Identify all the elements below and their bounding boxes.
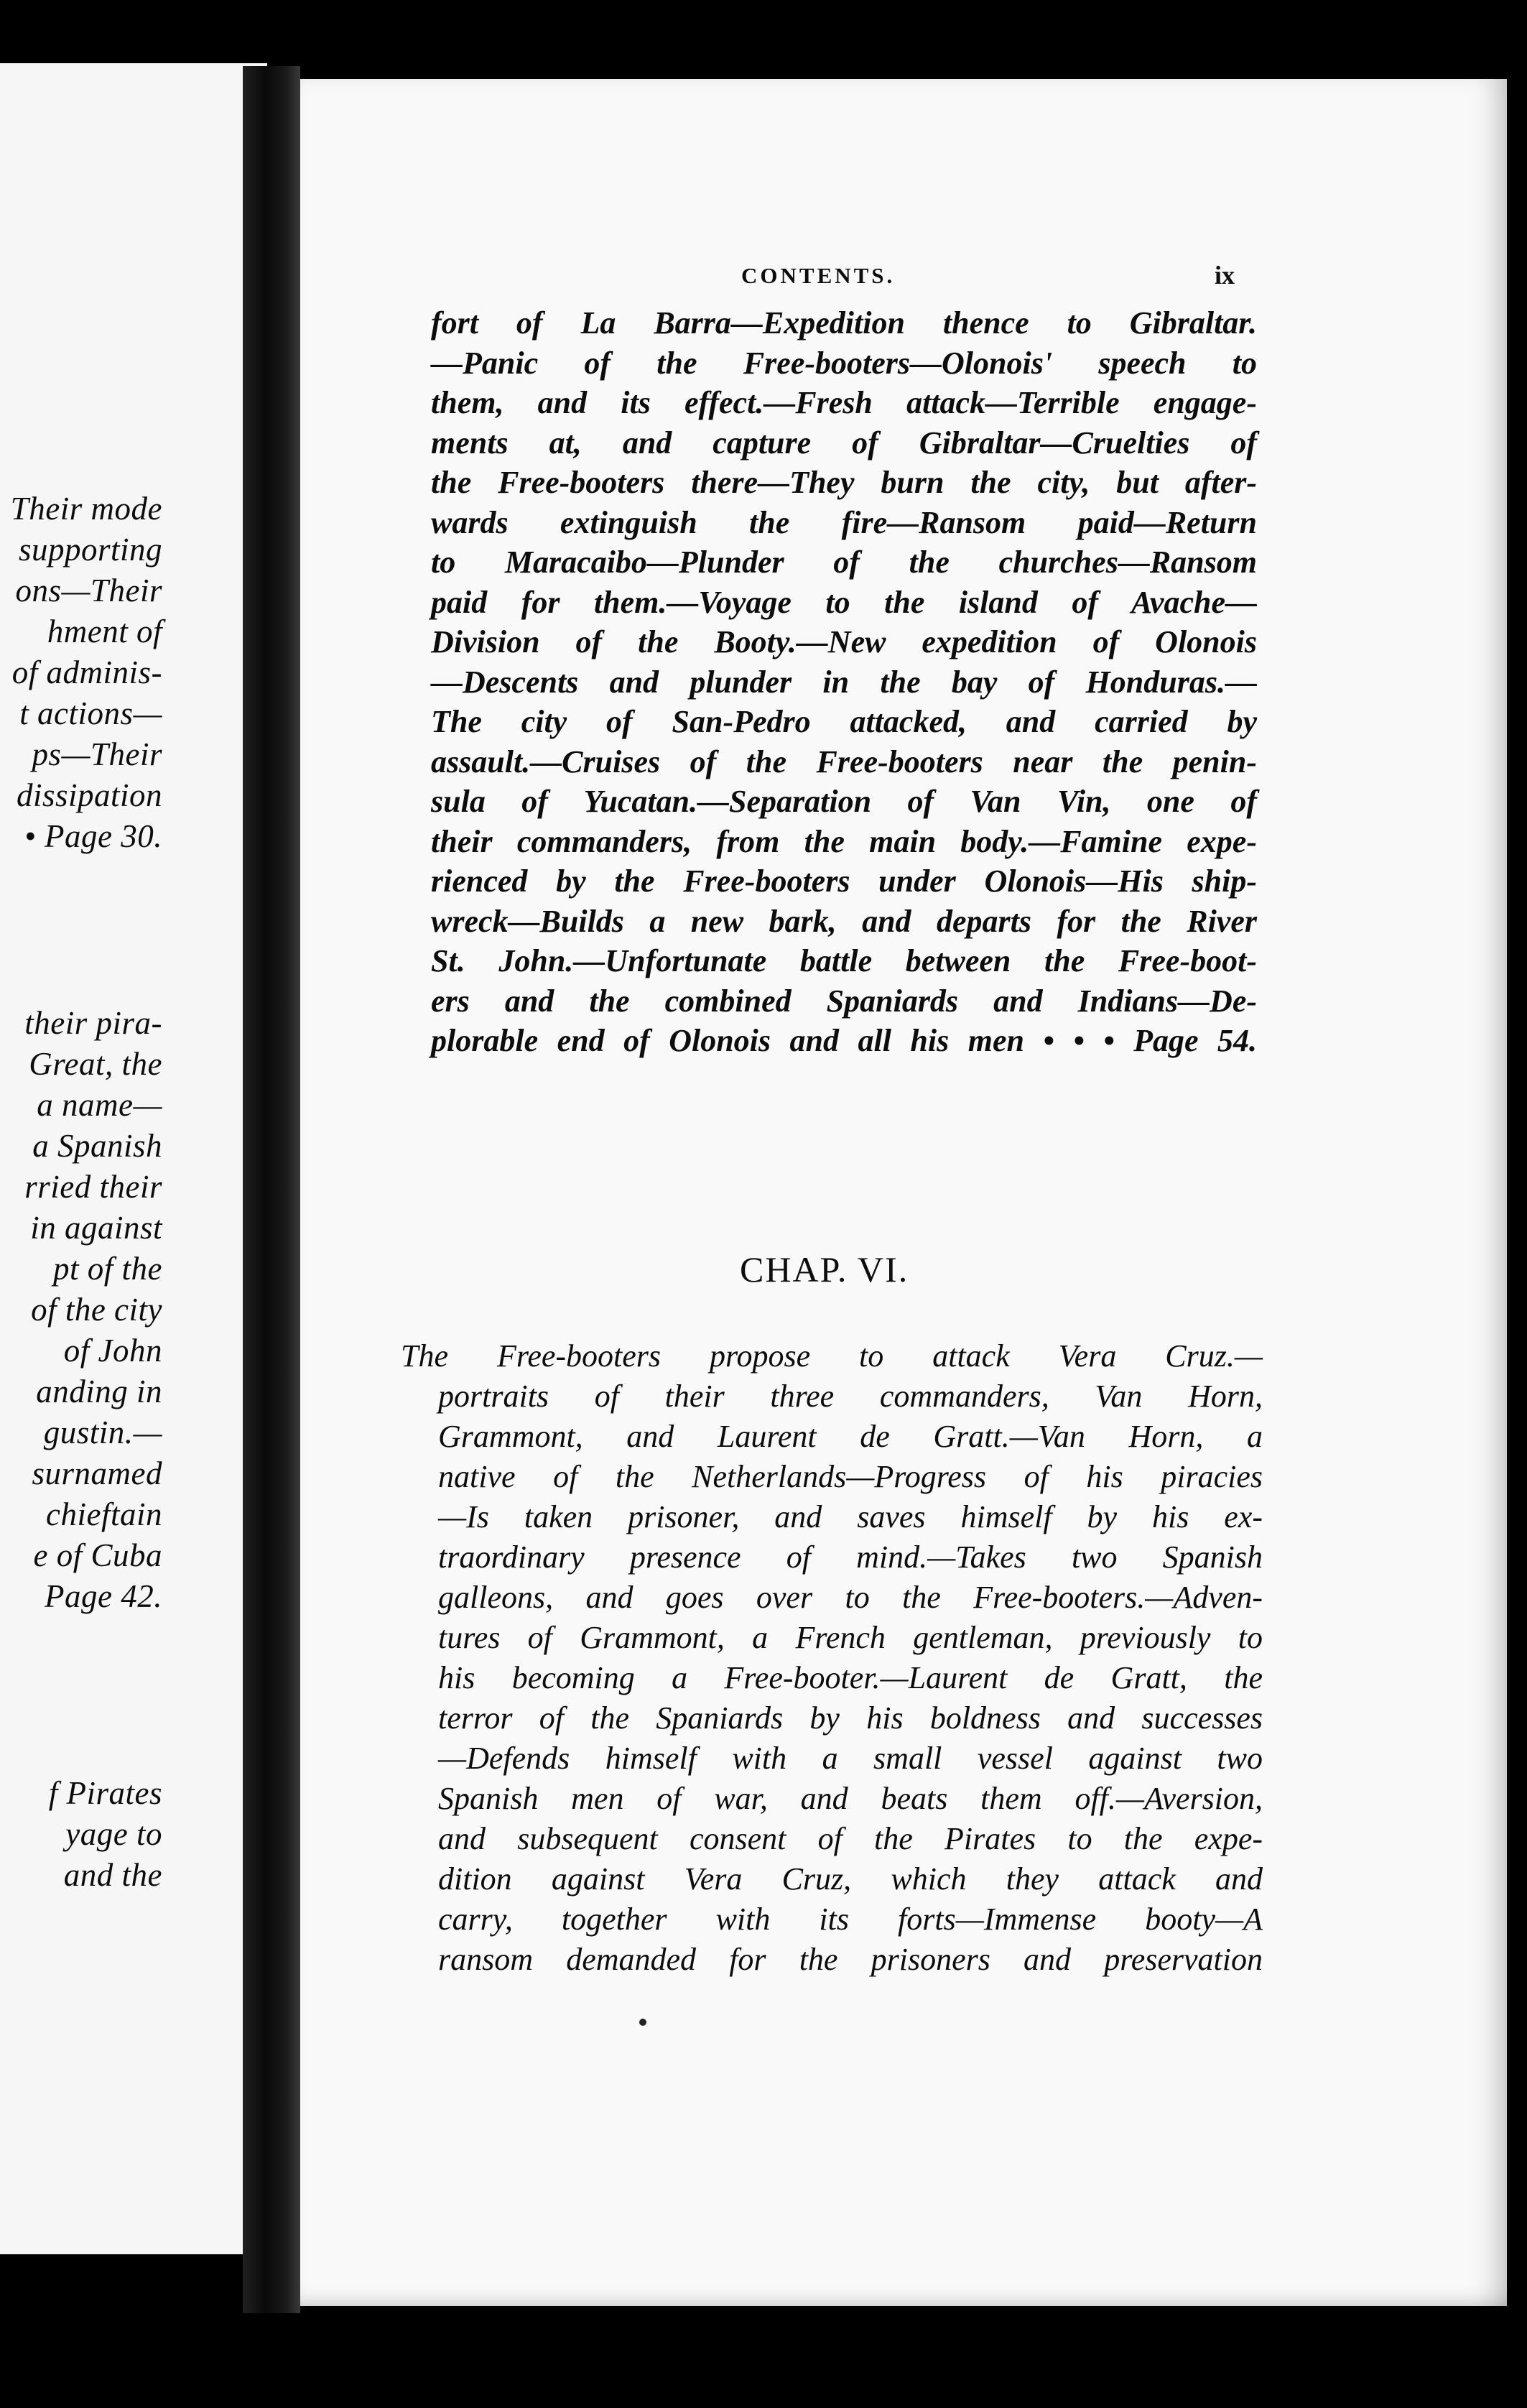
text-line: St. John.—Unfortunate battle between the Free-boot- (431, 943, 1257, 978)
text-line: his becoming a Free-booter.—Laurent de Gratt, the (438, 1660, 1263, 1695)
text-line: to Maracaibo—Plunder of the churches—Ransom (431, 545, 1257, 580)
book-gutter (243, 66, 300, 2313)
left-fragment-line: of adminis- (11, 654, 162, 690)
text-line: wreck—Builds a new bark, and departs for the River (431, 903, 1257, 939)
text-line: sula of Yucatan.—Separation of Van Vin, one of (431, 784, 1257, 819)
text-line: —Panic of the Free-booters—Olonois' speech to (431, 345, 1257, 381)
chapter-summary-paragraph (401, 1336, 1263, 1980)
left-fragment-line: pt of the (53, 1251, 162, 1287)
text-line: —Descents and plunder in the bay of Honduras.— (431, 664, 1257, 700)
text-line: galleons, and goes over to the Free-booters.—Adven- (438, 1580, 1263, 1615)
left-fragment-line: and the (63, 1857, 162, 1893)
text-line: The city of San-Pedro attacked, and carried by (431, 704, 1257, 739)
left-fragment-line: e of Cuba (33, 1537, 162, 1573)
left-page-block-b (24, 1003, 162, 1617)
left-fragment-line: t actions— (19, 695, 162, 731)
text-line: Grammont, and Laurent de Gratt.—Van Horn, a (438, 1419, 1263, 1454)
left-fragment-line: hment of (47, 613, 162, 649)
text-line: the Free-booters there—They burn the city, but after- (431, 465, 1257, 500)
ink-dot (639, 2019, 646, 2026)
left-fragment-line: anding in (36, 1374, 162, 1409)
text-line: carry, together with its forts—Immense booty—A (438, 1902, 1263, 1937)
text-line: dition against Vera Cruz, which they attack and (438, 1861, 1263, 1897)
text-line: Division of the Booty.—New expedition of Olonois (431, 624, 1257, 659)
text-line: assault.—Cruises of the Free-booters near the penin- (431, 744, 1257, 779)
left-fragment-line: in against (30, 1210, 162, 1246)
left-fragment-line: dissipation (16, 777, 162, 813)
left-page-block-a (11, 488, 162, 857)
text-line: ransom demanded for the prisoners and preservation (438, 1942, 1263, 1977)
text-line: —Is taken prisoner, and saves himself by his ex- (438, 1499, 1263, 1534)
left-fragment-line: chieftain (46, 1496, 162, 1532)
text-line: ers and the combined Spaniards and Indians—De- (431, 983, 1257, 1019)
contents-continued-paragraph (431, 303, 1257, 1061)
text-line: Spanish men of war, and beats them off.—Aversion, (438, 1781, 1263, 1816)
left-page (0, 63, 267, 2254)
text-line: ments at, and capture of Gibraltar—Cruelties of (431, 425, 1257, 460)
text-line: and subsequent consent of the Pirates to the expe- (438, 1821, 1263, 1856)
left-fragment-line: Great, the (29, 1046, 162, 1082)
text-line: paid for them.—Voyage to the island of Avache— (431, 584, 1257, 620)
text-line: wards extinguish the fire—Ransom paid—Return (431, 504, 1257, 540)
left-fragment-line: supporting (18, 532, 162, 568)
text-line: native of the Netherlands—Progress of his piracies (438, 1459, 1263, 1494)
left-fragment-line: • Page 30. (24, 818, 162, 854)
page-number: ix (1215, 261, 1235, 290)
left-fragment-line: yage to (65, 1816, 162, 1852)
chapter-heading: CHAP. VI. (740, 1249, 909, 1289)
left-fragment-line: a Spanish (32, 1128, 162, 1164)
left-fragment-line: ons—Their (15, 573, 162, 608)
text-line: portraits of their three commanders, Van Horn, (438, 1379, 1263, 1414)
text-line: rienced by the Free-booters under Olonois—His ship- (431, 863, 1257, 899)
right-page (300, 79, 1507, 2306)
text-line: traordinary presence of mind.—Takes two Spanish (438, 1539, 1263, 1575)
left-fragment-line: of John (63, 1333, 162, 1369)
left-fragment-line: gustin.— (43, 1414, 162, 1450)
left-page-block-c (49, 1773, 162, 1896)
text-line: fort of La Barra—Expedition thence to Gibraltar. (431, 305, 1257, 341)
left-fragment-line: a name— (37, 1087, 162, 1123)
left-fragment-line: f Pirates (48, 1775, 162, 1811)
left-fragment-line: surnamed (32, 1455, 162, 1491)
left-fragment-line: Their mode (10, 491, 162, 527)
left-fragment-line: rried their (24, 1169, 162, 1205)
text-line: terror of the Spaniards by his boldness and successes (438, 1700, 1263, 1736)
left-fragment-line: their pira- (24, 1005, 162, 1041)
left-fragment-line: of the city (31, 1292, 162, 1328)
text-line: —Defends himself with a small vessel against two (438, 1741, 1263, 1776)
left-fragment-line: ps—Their (32, 736, 162, 772)
text-line: The Free-booters propose to attack Vera Cruz.— (401, 1338, 1263, 1374)
text-line: them, and its effect.—Fresh attack—Terrible engage- (431, 385, 1257, 420)
left-fragment-line: Page 42. (45, 1578, 162, 1614)
text-line: their commanders, from the main body.—Famine expe- (431, 823, 1257, 859)
running-head: CONTENTS. (741, 263, 896, 288)
text-line: tures of Grammont, a French gentleman, previously to (438, 1620, 1263, 1655)
text-line: plorable end of Olonois and all his men • • • Page 54. (431, 1023, 1257, 1058)
